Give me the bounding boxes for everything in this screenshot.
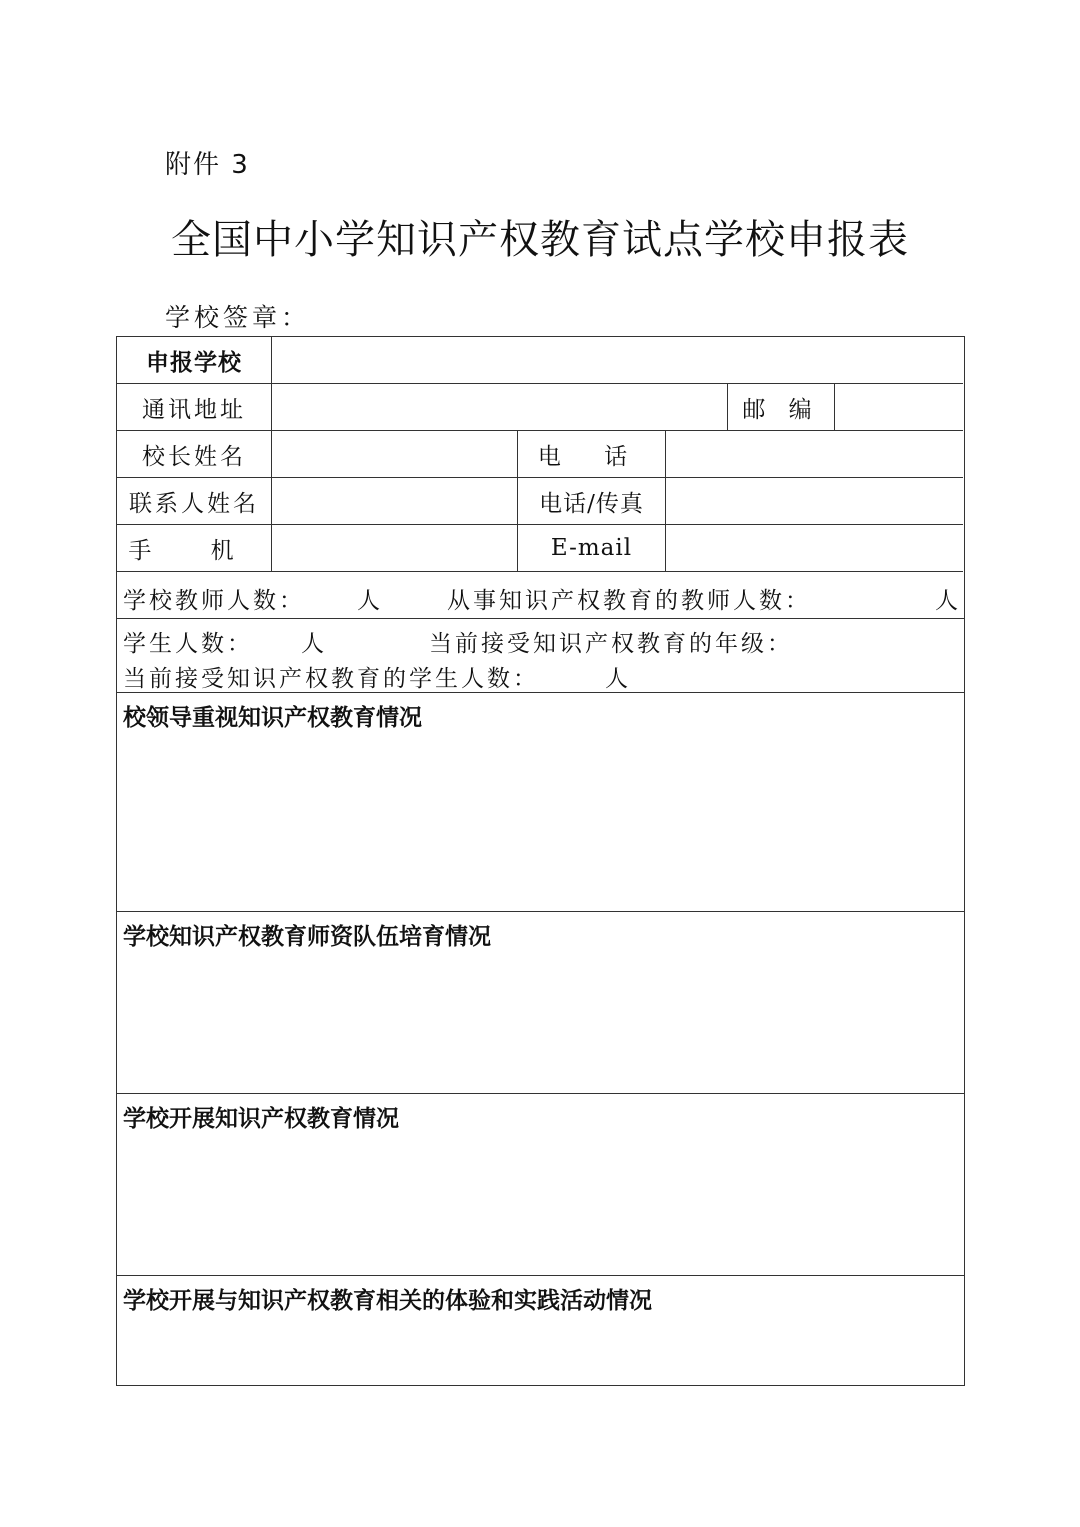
phone-fax-field[interactable] <box>666 478 963 525</box>
section-practice-activities-field[interactable] <box>117 1316 964 1384</box>
ip-student-count-label: 当前接受知识产权教育的学生人数： <box>123 666 539 692</box>
section-leadership-field[interactable] <box>117 733 964 911</box>
school-name-label: 申报学校 <box>117 337 272 384</box>
teacher-count-unit: 人 <box>357 588 383 614</box>
ip-teacher-count-unit: 人 <box>935 588 961 614</box>
page-title: 全国中小学知识产权教育试点学校申报表 <box>171 217 909 263</box>
email-label: E-mail <box>518 525 666 572</box>
phone-label: 电 话 <box>518 431 666 478</box>
phone-field[interactable] <box>666 431 963 478</box>
phone-fax-label: 电话/传真 <box>518 478 666 525</box>
section-teacher-training-field[interactable] <box>117 952 964 1093</box>
attachment-label: 附件 3 <box>165 150 250 180</box>
student-count-label: 学生人数： <box>123 631 253 657</box>
school-name-field[interactable] <box>272 337 963 384</box>
contact-name-field[interactable] <box>272 478 518 525</box>
email-field[interactable] <box>666 525 963 572</box>
student-count-row <box>117 619 964 693</box>
section-practice-activities <box>117 1276 964 1384</box>
mobile-field[interactable] <box>272 525 518 572</box>
section-teacher-training-title: 学校知识产权教育师资队伍培育情况 <box>123 924 491 950</box>
section-leadership-title: 校领导重视知识产权教育情况 <box>123 705 422 731</box>
ip-teacher-count-label: 从事知识产权教育的教师人数： <box>447 588 811 614</box>
contact-name-label: 联系人姓名 <box>117 478 272 525</box>
section-ip-education-title: 学校开展知识产权教育情况 <box>123 1106 399 1132</box>
teacher-count-label: 学校教师人数： <box>123 588 305 614</box>
address-label: 通讯地址 <box>117 384 272 431</box>
application-form <box>116 336 965 1386</box>
student-count-unit: 人 <box>301 631 327 657</box>
principal-name-label: 校长姓名 <box>117 431 272 478</box>
school-stamp-label: 学校签章： <box>165 303 311 332</box>
teacher-count-row <box>117 572 964 619</box>
ip-student-count-unit: 人 <box>605 666 631 692</box>
grades-label: 当前接受知识产权教育的年级： <box>429 631 793 657</box>
principal-name-field[interactable] <box>272 431 518 478</box>
section-ip-education <box>117 1094 964 1276</box>
section-ip-education-field[interactable] <box>117 1134 964 1275</box>
mobile-label: 手 机 <box>117 525 272 572</box>
postcode-label: 邮 编 <box>728 384 835 431</box>
section-leadership <box>117 693 964 912</box>
address-field[interactable] <box>272 384 728 431</box>
section-practice-activities-title: 学校开展与知识产权教育相关的体验和实践活动情况 <box>123 1288 652 1314</box>
section-teacher-training <box>117 912 964 1094</box>
postcode-field[interactable] <box>835 384 963 431</box>
